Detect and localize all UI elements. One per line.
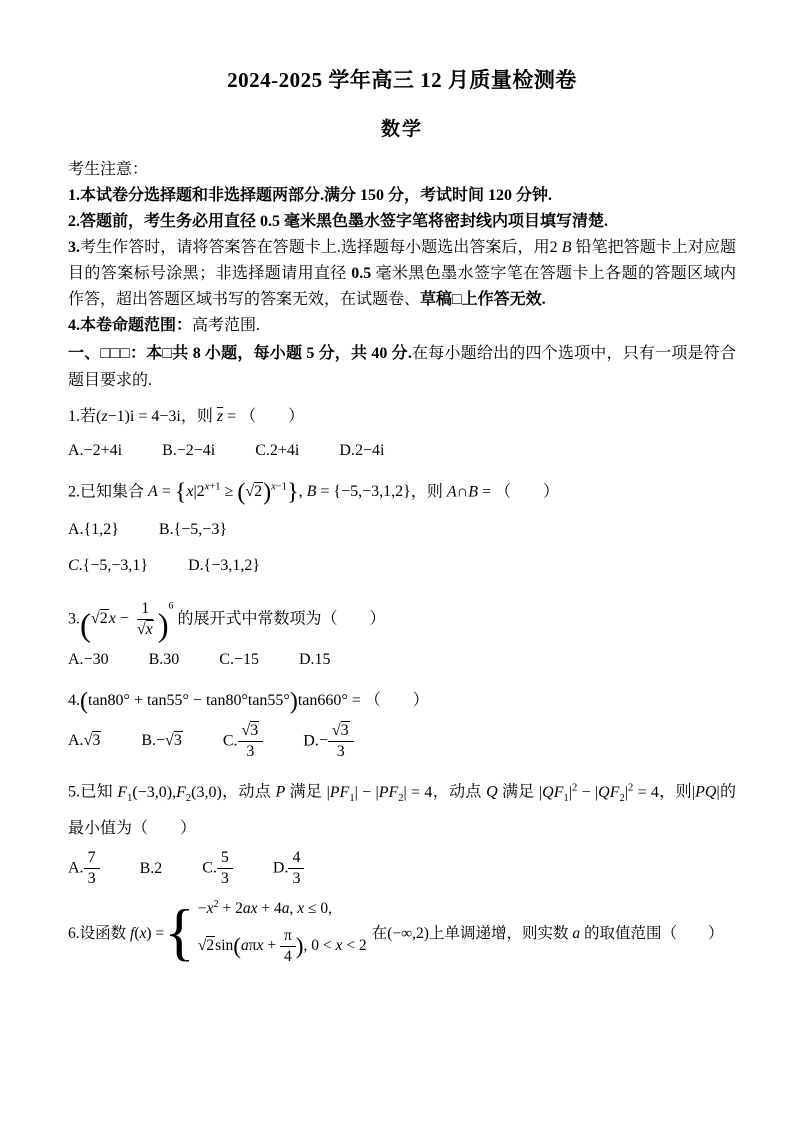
exam-subject: 数学 [380,119,423,140]
notice-item-4: 4.本卷命题范围：高考范围. [68,317,261,334]
piecewise-case-1: $-x^2 + 2ax + 4a$, x ≤ 0, [197,898,333,917]
notice-item-3: 3.考生作答时，请将答案答在答题卡上.选择题每小题选出答案后，用2 B 铅笔把答题卡上对应题目的答案标号涂黑；非选择题请用直径 0.5 毫米黑色墨水签字笔在答题卡上各题的答题区域内作答，超出答题区域书写的答案无效，在试题卷、草稿□上作答无效. [68,239,736,308]
question-1-option-b: B.−2−4i [162,442,216,459]
question-4-stem: 4.(tan80° + tan55° − tan80°tan55°)tan660° = （ ） [68,688,429,715]
question-5-option-a: A. $\frac{7}{3}$ [68,849,100,889]
question-1-option-c: C.2+4i [255,442,300,459]
question-6-stem [68,896,736,968]
question-2-option-d: D.{−3,1,2} [188,556,261,574]
question-5-option-b: B.2 [139,859,163,877]
question-2-options-row-1 [68,516,736,544]
question-2-options-row-2 [68,552,736,580]
question-3 [68,592,736,675]
section-one-heading: 一、□□□：本□共 8 小题，每小题 5 分，共 40 分.在每小题给出的四个选项中，只有一项是符合题目要求的. [68,345,736,389]
question-1 [68,402,736,465]
question-4-option-b: B.−√3 [141,732,182,750]
question-5 [68,773,736,888]
question-1-option-a: A.−2+4i [68,442,123,459]
exam-title: 2024-2025 学年高三 12 月质量检测卷 [227,68,577,92]
question-5-options [68,849,736,889]
question-2-option-b: B.{−5,−3} [158,520,227,538]
piecewise-case-2: √2sin(aπx + $\frac{\pi}{4}$ ), 0 < x < 2 [197,926,367,965]
question-4-options [68,722,736,762]
question-1-options [68,437,736,465]
question-2 [68,473,736,580]
question-5-option-d: D. $\frac{4}{3}$ [273,849,305,889]
question-4-option-d: D.− $\frac{√3}{3}$ [303,722,353,762]
notice-item-2: 2.答题前，考生务必用直径 0.5 毫米黑色墨水签字笔将密封线内项目填写清楚. [68,213,609,230]
question-3-stem: 3.(√2x − $\frac{1}{√x}$ )$^6$ 的展开式中常数项为（ ） [68,599,386,645]
question-1-option-d: D.2−4i [339,442,385,459]
question-4-option-a: A.√3 [68,732,101,750]
question-3-option-d: D.15 [298,651,331,669]
question-6-stem-lead: 6.设函数 f(x) = [68,925,165,943]
question-3-option-a: A.−30 [68,651,109,669]
piecewise-cases [198,899,367,966]
question-3-option-c: C.−15 [219,651,259,669]
piecewise-brace: { [164,896,195,968]
notice-section [68,157,736,339]
question-3-option-b: B.30 [148,651,180,669]
question-5-option-c: C. $\frac{5}{3}$ [202,849,233,889]
question-2-option-c: C.{−5,−3,1} [68,556,149,574]
question-6-stem-tail: 在(−∞,2)上单调递增，则实数 a 的取值范围（ ） [371,925,724,943]
question-1-stem: 1.若(z−1)i = 4−3i，则 $\overline{z}$ = （ ） [68,408,305,425]
question-2-option-a: A.{1,2} [68,520,119,538]
question-2-stem: 2.已知集合 $A = \{x|2^{x+1} \ge (√2)^{x-1}\}$, B = {−5,−3,1,2}，则 A∩B = （ ） [68,479,560,506]
question-5-stem: 5.已知 $F_1(-3,0),F_2(3,0)$，动点 P 满足 $|PF_1| - |PF_2| = 4$，动点 Q 满足 $|QF_1|^2 - |QF_2|^2 = 4$，则|PQ|的最小值为（ ） [68,782,736,837]
question-4 [68,686,736,761]
notice-heading: 考生注意： [68,161,149,178]
question-3-options [68,646,736,674]
notice-item-1: 1.本试卷分选择题和非选择题两部分.满分 150 分，考试时间 120 分钟. [68,187,553,204]
question-6 [68,896,736,968]
question-4-option-c: C. $\frac{√3}{3}$ [223,722,263,762]
